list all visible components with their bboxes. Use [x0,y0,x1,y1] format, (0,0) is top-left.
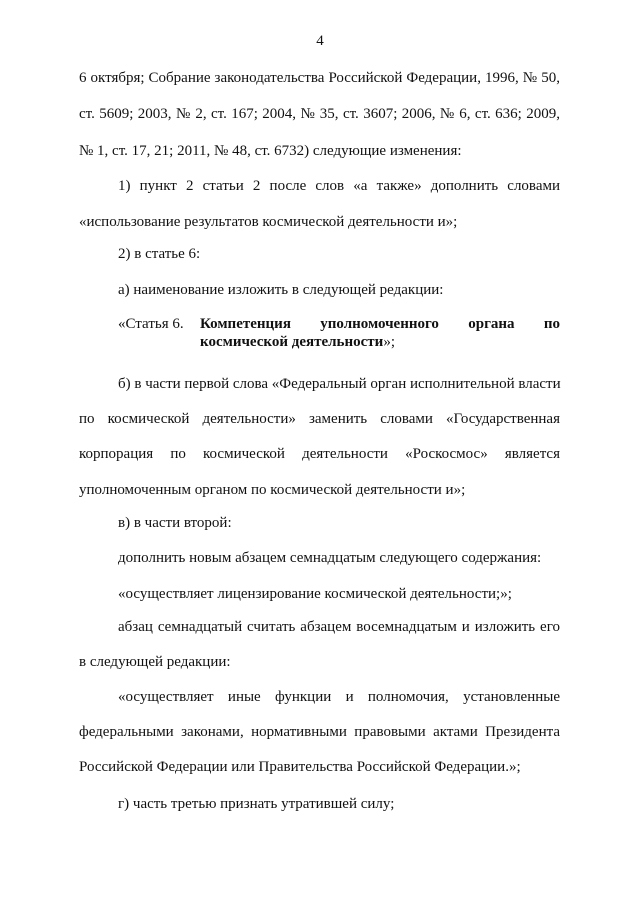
article-title-suffix: »; [383,334,395,350]
article-title-text: космической деятельности [200,334,384,350]
text-line: ст. 5609; 2003, № 2, ст. 167; 2004, № 35, ст. 3607; 2006, № 6, ст. 636; 2009, [79,106,560,122]
text-line: «осуществляет иные функции и полномочия, установленные [118,689,560,705]
text-line: в следующей редакции: [79,654,231,670]
text-line: 1) пункт 2 статьи 2 после слов «а также» дополнить словами [118,178,560,194]
text-line: корпорация по космической деятельности «Роскосмос» является [79,446,560,462]
text-line: «использование результатов космической деятельности и»; [79,214,458,230]
text-line: в) в части второй: [118,515,232,531]
text-line: федеральными законами, нормативными правовыми актами Президента [79,724,560,740]
page-number: 4 [316,33,324,49]
text-line: 6 октября; Собрание законодательства Российской Федерации, 1996, № 50, [79,70,560,86]
text-line: «осуществляет лицензирование космической деятельности;»; [118,586,512,602]
text-line: абзац семнадцатый считать абзацем восемнадцатым и изложить его [118,619,560,635]
text-line: дополнить новым абзацем семнадцатым следующего содержания: [118,550,542,566]
text-line: № 1, ст. 17, 21; 2011, № 48, ст. 6732) следующие изменения: [79,143,462,159]
text-line: Российской Федерации или Правительства Российской Федерации.»; [79,759,521,775]
text-line: по космической деятельности» заменить словами «Государственная [79,411,560,427]
article-title-line-1: Компетенция уполномоченного органа по [200,316,560,332]
text-line: 2) в статье 6: [118,246,201,262]
text-line: б) в части первой слова «Федеральный орган исполнительной власти [118,376,561,392]
article-label: «Статья 6. [118,316,184,332]
article-title-line-2 [200,332,560,352]
text-line: г) часть третью признать утратившей силу; [118,796,395,812]
text-line: уполномоченным органом по космической деятельности и»; [79,482,466,498]
text-line: а) наименование изложить в следующей редакции: [118,282,444,298]
